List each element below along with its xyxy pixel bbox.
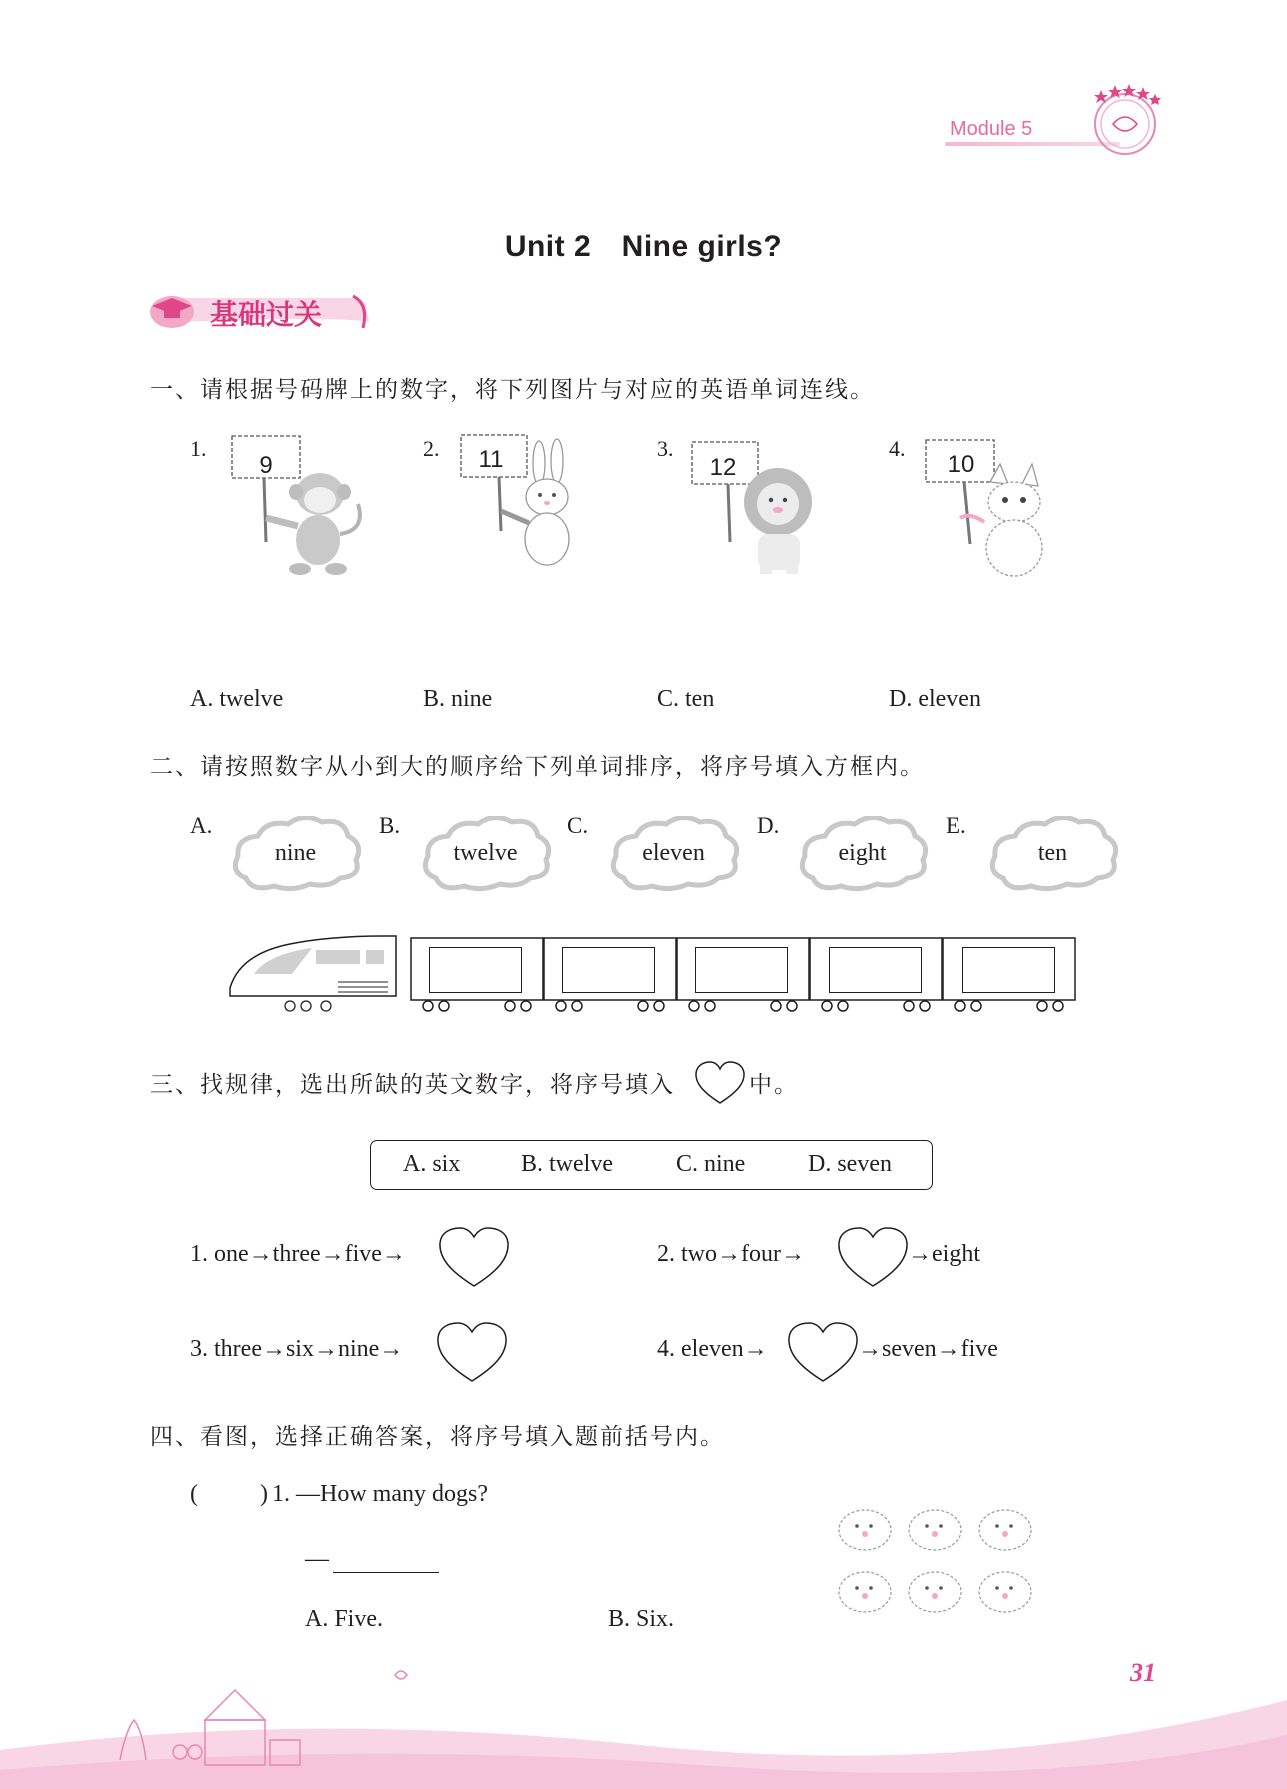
sign-number-3: 12 — [709, 454, 737, 481]
answer-box-3[interactable] — [695, 947, 788, 993]
sign-number-4: 10 — [947, 451, 975, 478]
cloud-letter-e: E. — [946, 813, 966, 838]
sequence-4-start: 4. eleven→ — [657, 1336, 768, 1362]
cloud-word-a: nine — [274, 840, 317, 866]
sign-number-1: 9 — [259, 452, 273, 479]
sequence-1: 1. one→three→five→ — [190, 1241, 406, 1267]
answer-blank[interactable] — [333, 1572, 439, 1573]
page-number: 31 — [1130, 1658, 1156, 1687]
cloud-word-c: eleven — [642, 840, 705, 866]
section-1-heading: 一、请根据号码牌上的数字，将下列图片与对应的英语单词连线。 — [150, 377, 875, 403]
cloud-letter-d: D. — [757, 813, 780, 838]
option-a: A. six — [403, 1151, 461, 1177]
unit-title: Unit 2 Nine girls? — [504, 230, 783, 263]
cloud-word-d: eight — [838, 840, 887, 866]
footer-decoration — [0, 1640, 1287, 1789]
train-icon — [228, 930, 1083, 1015]
answer-paren-close: ) — [260, 1481, 268, 1507]
section-3-heading-end: 中。 — [749, 1072, 799, 1098]
option-a-five: A. Five. — [305, 1606, 383, 1632]
dogs-image — [835, 1500, 1035, 1625]
question-1: 1. —How many dogs? — [272, 1481, 488, 1507]
answer-paren-space[interactable] — [204, 1478, 258, 1512]
cloud-word-b: twelve — [453, 840, 518, 866]
picture-number-3: 3. — [657, 436, 674, 461]
cloud-letter-b: B. — [379, 813, 401, 838]
heart-icon — [693, 1060, 747, 1106]
word-option-c: C. ten — [657, 686, 715, 712]
picture-number-4: 4. — [889, 436, 906, 461]
section-3-heading: 三、找规律，选出所缺的英文数字，将序号填入 — [150, 1072, 675, 1098]
sequence-3: 3. three→six→nine→ — [190, 1336, 404, 1362]
option-b: B. twelve — [521, 1151, 613, 1177]
section-2-heading: 二、请按照数字从小到大的顺序给下列单词排序，将序号填入方框内。 — [150, 754, 925, 780]
option-c: C. nine — [676, 1151, 746, 1177]
cloud-word-e: ten — [1037, 840, 1068, 866]
picture-number-1: 1. — [190, 436, 207, 461]
heart-answer-3[interactable] — [434, 1320, 510, 1384]
sign-number-2: 11 — [478, 446, 504, 473]
option-b-six: B. Six. — [608, 1606, 675, 1632]
heart-answer-1[interactable] — [436, 1225, 512, 1289]
answer-box-1[interactable] — [429, 947, 522, 993]
sequence-2-end: →eight — [908, 1241, 980, 1267]
answer-paren-open: ( — [190, 1481, 198, 1507]
answer-box-5[interactable] — [962, 947, 1055, 993]
heart-answer-2[interactable] — [835, 1225, 911, 1289]
sequence-2-start: 2. two→four→ — [657, 1241, 805, 1267]
cloud-letter-c: C. — [567, 813, 589, 838]
word-option-a: A. twelve — [190, 686, 284, 712]
heart-answer-4[interactable] — [785, 1320, 861, 1384]
option-d: D. seven — [808, 1151, 892, 1177]
answer-dash: — — [305, 1546, 329, 1572]
publisher-seal-icon — [1085, 80, 1165, 160]
cloud-letter-a: A. — [190, 813, 213, 838]
sequence-4-end: →seven→five — [858, 1336, 998, 1362]
module-label: Module 5 — [950, 118, 1033, 140]
answer-box-4[interactable] — [829, 947, 922, 993]
word-option-d: D. eleven — [889, 686, 981, 712]
word-option-b: B. nine — [423, 686, 493, 712]
banner-title: 基础过关 — [210, 298, 323, 331]
section-4-heading: 四、看图，选择正确答案，将序号填入题前括号内。 — [150, 1424, 725, 1450]
picture-number-2: 2. — [423, 436, 440, 461]
answer-box-2[interactable] — [562, 947, 655, 993]
